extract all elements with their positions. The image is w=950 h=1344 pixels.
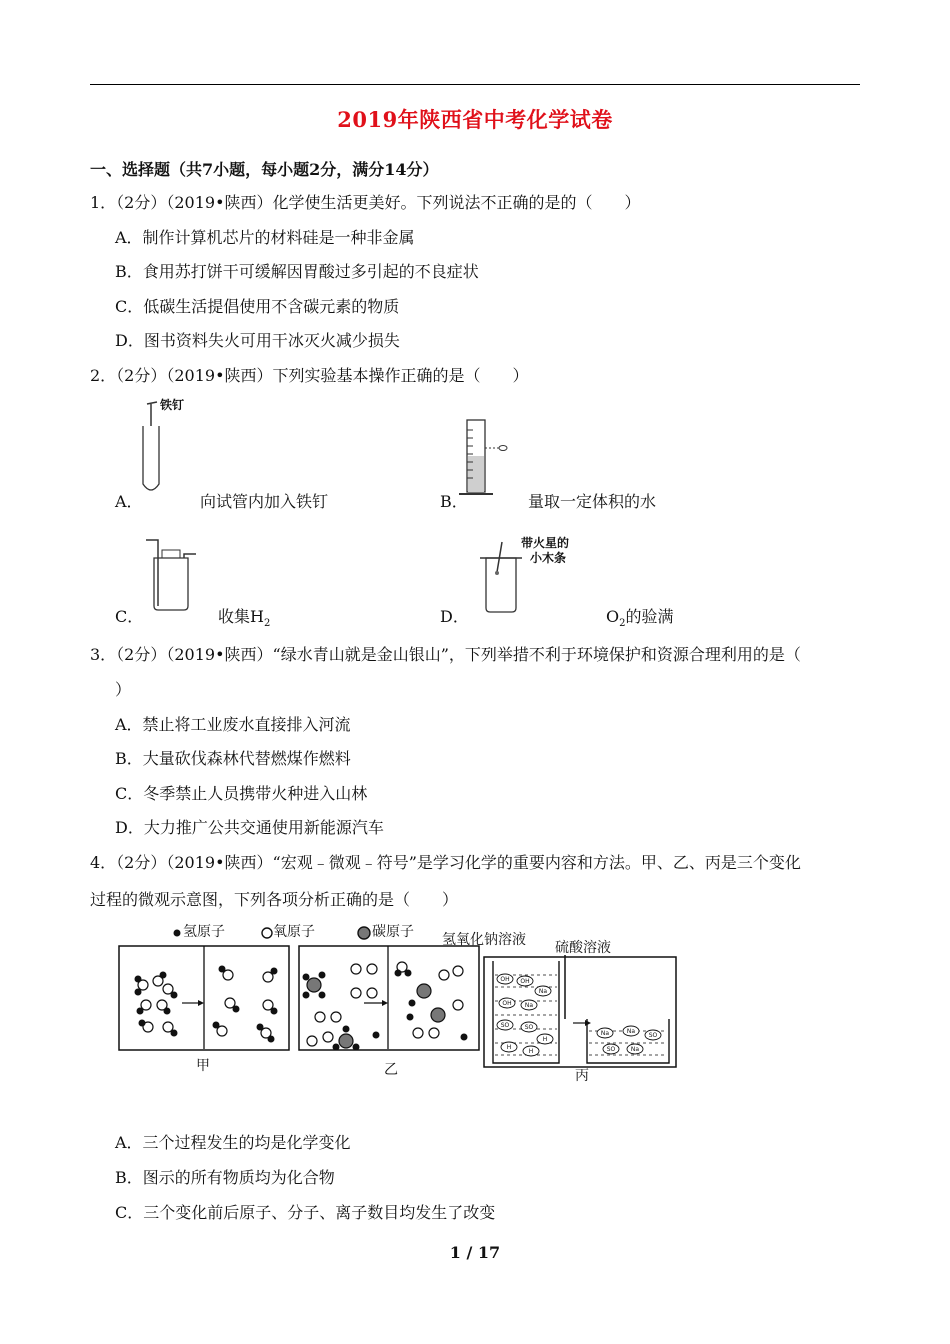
- splint-label-1: 带火星的: [521, 536, 570, 550]
- q2-option-c-letter: C．: [115, 607, 144, 626]
- legend-hydrogen: 氢原子: [183, 924, 225, 940]
- gas-bottle-collect-figure: [140, 536, 200, 616]
- q3-stem-end: ）: [115, 680, 132, 699]
- q4-option-b: B．图示的所有物质均为化合物: [115, 1168, 335, 1187]
- ion-so4-1: SO: [500, 1022, 510, 1029]
- ion-oh-1: OH: [500, 976, 510, 983]
- q2-option-c-text: 收集$H_2$: [218, 607, 271, 630]
- q4-stem-2: 过程的微观示意图，下列各项分析正确的是（ ）: [90, 890, 459, 909]
- ion-na-4: Na: [626, 1028, 636, 1035]
- ion-so4-3: SO: [648, 1032, 658, 1039]
- q3-option-b: B．大量砍伐森林代替燃煤作燃料: [115, 749, 351, 768]
- ion-na-3: Na: [600, 1030, 610, 1037]
- ion-oh-2: OH: [520, 978, 530, 985]
- carbon-circle-icon: [358, 927, 370, 939]
- panel-yi-diagram: [298, 945, 480, 1055]
- ion-h-2: H: [506, 1044, 512, 1051]
- legend-naoh: 氢氧化钠溶液: [442, 932, 526, 948]
- splint-label-2: 小木条: [530, 551, 567, 565]
- q2-option-a-letter: A．: [115, 492, 143, 511]
- q3-option-a: A．禁止将工业废水直接排入河流: [115, 715, 351, 734]
- panel-jia-diagram: [118, 945, 290, 1055]
- hydrogen-dot-icon: [174, 930, 181, 937]
- panel-jia-label: 甲: [196, 1058, 210, 1074]
- q3-option-d: D．大力推广公共交通使用新能源汽车: [115, 818, 384, 837]
- legend-h2so4: 硫酸溶液: [555, 940, 611, 956]
- q2-option-d-letter: D．: [440, 607, 469, 626]
- ion-so4-2: SO: [524, 1024, 534, 1031]
- q2-option-b-letter: B．: [440, 492, 468, 511]
- q3-stem: 3．（2分）（2019•陕西）“绿水青山就是金山银山”，下列举措不利于环境保护和资源合理利用的是（: [90, 645, 801, 664]
- ion-h-1: H: [542, 1036, 548, 1043]
- q4-option-a: A．三个过程发生的均是化学变化: [115, 1133, 351, 1152]
- graduated-cylinder-figure: [455, 412, 525, 502]
- q2-stem: 2．（2分）（2019•陕西）下列实验基本操作正确的是（ ）: [90, 366, 529, 385]
- q1-option-d: D．图书资料失火可用干冰灭火减少损失: [115, 331, 400, 350]
- ion-na-5: Na: [630, 1046, 640, 1053]
- q2-option-d-text: $O_2$的验满: [606, 607, 674, 630]
- q4-option-c: C．三个变化前后原子、分子、离子数目均发生了改变: [115, 1203, 496, 1222]
- q1-option-b: B．食用苏打饼干可缓解因胃酸过多引起的不良症状: [115, 262, 479, 281]
- nail-label: 铁钉: [160, 398, 185, 412]
- ion-na-2: Na: [524, 1002, 534, 1009]
- q1-option-a: A．制作计算机芯片的材料硅是一种非金属: [115, 228, 415, 247]
- header-rule: [90, 84, 860, 85]
- ion-h-3: H: [528, 1048, 534, 1055]
- q1-stem: 1．（2分）（2019•陕西）化学使生活更美好。下列说法不正确的是的（ ）: [90, 193, 641, 212]
- q2-option-b-text: 量取一定体积的水: [528, 492, 657, 511]
- ion-oh-3: OH: [502, 1000, 512, 1007]
- legend-carbon: 碳原子: [372, 924, 414, 940]
- panel-bing-diagram: [483, 945, 677, 1083]
- panel-yi-label: 乙: [384, 1062, 398, 1078]
- q4-stem: 4．（2分）（2019•陕西）“宏观﹣微观﹣符号”是学习化学的重要内容和方法。甲、乙、丙是三个变化: [90, 853, 801, 872]
- q1-option-c: C．低碳生活提倡使用不含碳元素的物质: [115, 297, 400, 316]
- legend-oxygen: 氧原子: [273, 924, 315, 940]
- q3-option-c: C．冬季禁止人员携带火种进入山林: [115, 784, 368, 803]
- section-heading: 一、选择题（共7小题，每小题2分，满分14分）: [90, 160, 439, 179]
- ion-so4-4: SO: [606, 1046, 616, 1053]
- oxygen-circle-icon: [262, 928, 272, 938]
- ion-na-1: Na: [538, 988, 548, 995]
- page-number: 1 / 17: [449, 1243, 501, 1262]
- q2-option-a-text: 向试管内加入铁钉: [200, 492, 329, 511]
- panel-bing-label: 丙: [575, 1068, 589, 1084]
- page-title: 2019年陕西省中考化学试卷: [337, 107, 613, 132]
